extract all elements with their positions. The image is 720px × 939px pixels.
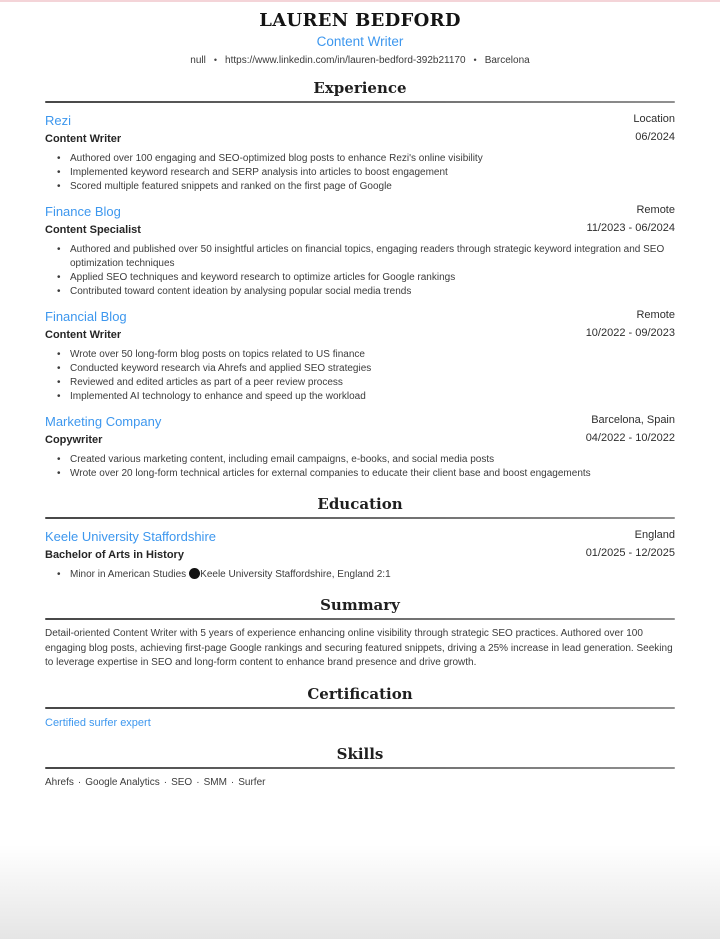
entry-location: Barcelona, Spain [591, 414, 675, 426]
entry-header [45, 413, 675, 448]
skill-item: SEO [171, 776, 193, 788]
section-heading-experience: Experience [313, 79, 407, 97]
entry-right [633, 112, 675, 147]
bullet-item: • Authored and published over 50 insightful articles on financial topics, engaging readers through strategic keyword integration and SEO optimization techniques [57, 243, 675, 271]
top-accent-strip [0, 0, 720, 2]
skill-item: Google Analytics [85, 776, 160, 788]
entry-header [45, 112, 675, 147]
entry-right [586, 308, 675, 343]
skills-list [45, 776, 675, 790]
entry-dates: 04/2022 - 10/2022 [585, 432, 675, 444]
entry-location: Remote [636, 309, 675, 321]
entry-header [45, 203, 675, 238]
page-bottom-shadow [0, 844, 720, 939]
entry-left [45, 528, 216, 563]
company-link[interactable]: Financial Blog [45, 309, 127, 324]
section-divider [45, 101, 675, 103]
skill-item: Ahrefs [45, 776, 74, 788]
section-divider [45, 618, 675, 620]
entry-header [45, 308, 675, 343]
entry-dates: 10/2022 - 09/2023 [585, 327, 675, 339]
candidate-title: Content Writer [316, 34, 404, 49]
skill-item: Surfer [238, 776, 266, 788]
candidate-name: LAUREN BEDFORD [259, 10, 461, 31]
entry-dates: 06/2024 [635, 131, 675, 143]
bullet-item: • Implemented keyword research and SERP analysis into articles to boost engagement [57, 166, 675, 180]
school-link[interactable]: Keele University Staffordshire [45, 529, 217, 544]
section-divider [45, 707, 675, 709]
bullet-item: • Conducted keyword research via Ahrefs and applied SEO strategies [57, 362, 675, 376]
company-link[interactable]: Marketing Company [45, 414, 162, 429]
entry-location: England [634, 529, 675, 541]
entry-left [45, 308, 127, 343]
experience-entry [45, 308, 675, 404]
contact-line [45, 54, 675, 67]
section-heading-skills: Skills [336, 744, 384, 763]
bullet-list [57, 568, 675, 582]
entry-left [45, 112, 121, 147]
bullet-item: • Created various marketing content, including email campaigns, e-books, and social media posts [57, 453, 675, 467]
bullet-list [57, 152, 675, 194]
entry-dates: 01/2025 - 12/2025 [585, 547, 675, 559]
experience-entry [45, 413, 675, 481]
role-title: Content Specialist [45, 224, 141, 236]
dot-separator-icon: · [196, 776, 200, 788]
bullet-separator-icon: • [213, 55, 218, 65]
company-link[interactable]: Finance Blog [45, 204, 121, 219]
grade-text: Keele University Staffordshire, England 2:1 [200, 569, 391, 580]
section-divider [45, 517, 675, 519]
bullet-item: • Applied SEO techniques and keyword research to optimize articles for Google rankings [57, 271, 675, 285]
dot-separator-icon: · [230, 776, 235, 788]
contact-item-phone: null [190, 55, 206, 66]
role-title: Content Writer [45, 329, 122, 341]
entry-header [45, 528, 675, 563]
company-link[interactable]: Rezi [45, 113, 72, 128]
entry-left [45, 413, 161, 448]
bullet-list [57, 348, 675, 404]
linkedin-url-link[interactable]: https://www.linkedin.com/in/lauren-bedford-392b21170 [225, 55, 466, 66]
bullet-item: • Scored multiple featured snippets and ranked on the first page of Google [57, 180, 675, 194]
dot-separator-icon: · [163, 776, 168, 788]
bullet-list [57, 243, 675, 299]
entry-left [45, 203, 141, 238]
entry-location: Remote [636, 204, 675, 216]
bullet-list [57, 453, 675, 481]
bullet-item [57, 568, 675, 582]
degree-title: Bachelor of Arts in History [45, 549, 184, 561]
role-title: Content Writer [45, 133, 122, 145]
experience-entry [45, 203, 675, 299]
section-heading-certification: Certification [307, 684, 413, 703]
bullet-item: • Implemented AI technology to enhance and speed up the workload [57, 390, 675, 404]
entry-right [586, 528, 675, 563]
bullet-item: • Authored over 100 engaging and SEO-optimized blog posts to enhance Rezi's online visibility [57, 152, 675, 166]
bullet-item: • Contributed toward content ideation by analysing popular social media trends [57, 285, 675, 299]
certification-link[interactable]: Certified surfer expert [45, 716, 151, 729]
education-entry [45, 528, 675, 582]
bullet-item: • Wrote over 20 long-form technical articles for external companies to educate their client base and boost engagements [57, 467, 675, 481]
entry-right [586, 413, 675, 448]
entry-location: Location [633, 113, 675, 125]
section-heading-summary: Summary [320, 596, 400, 614]
bullet-item: • Reviewed and edited articles as part of a peer review process [57, 376, 675, 390]
experience-entry [45, 112, 675, 194]
role-title: Copywriter [45, 434, 103, 446]
contact-item-location: Barcelona [484, 55, 530, 66]
skill-item: SMM [203, 776, 227, 788]
entry-dates: 11/2023 - 06/2024 [586, 222, 675, 234]
bullet-item: • Wrote over 50 long-form blog posts on topics related to US finance [57, 348, 675, 362]
section-heading-education: Education [317, 495, 403, 513]
black-circle-icon [189, 568, 200, 579]
summary-paragraph: Detail-oriented Content Writer with 5 years of experience enhancing online visibility through strategic SEO practices. Authored over 100 engaging blog posts, achieving first-page Google rankings and securing featured snippets, driving a 25% increase in lead generation. Seeking to leverage expertise in SEO and long-form content to enhance brand presence and drive growth. [45, 628, 673, 668]
section-divider [45, 767, 675, 769]
minor-text: Minor in American Studies [70, 569, 187, 580]
entry-right [587, 203, 675, 238]
bullet-separator-icon: • [473, 55, 477, 65]
dot-separator-icon: · [77, 776, 82, 788]
